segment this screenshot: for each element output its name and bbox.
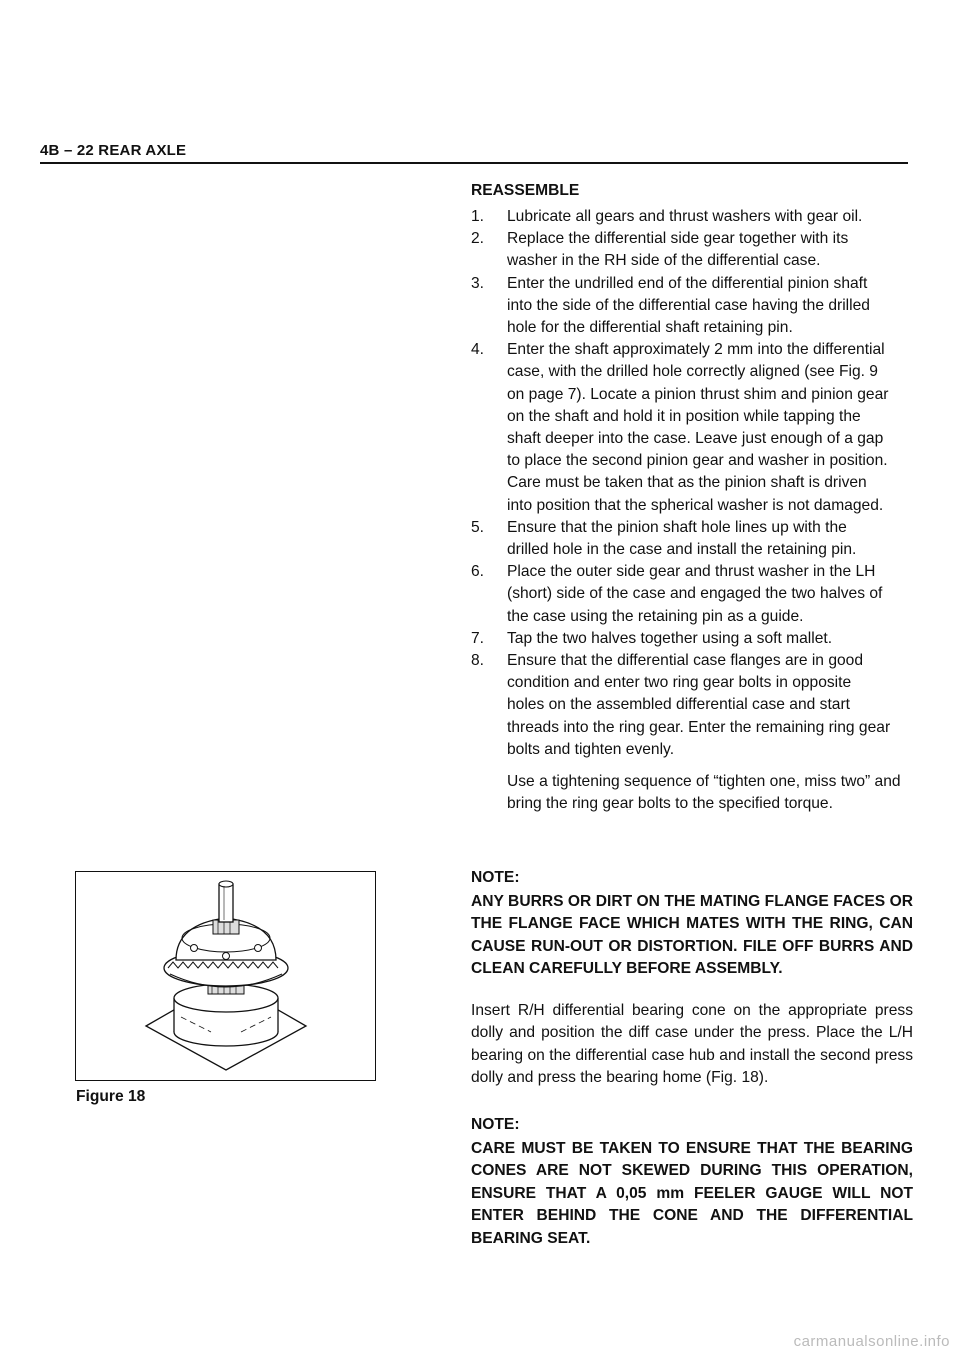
step-text-line: on the shaft and hold it in position while tapping the — [507, 407, 861, 425]
reassemble-step — [470, 273, 918, 340]
step-text-line: Tap the two halves together using a soft mallet. — [507, 629, 833, 647]
step-text-line: to place the second pinion gear and washer in position. — [507, 452, 888, 470]
step-number: 3. — [471, 274, 485, 292]
step-text-line: into the side of the differential case having the drilled — [507, 296, 870, 314]
step-number: 6. — [471, 563, 485, 581]
step-text-line: Replace the differential side gear together with its — [507, 230, 849, 248]
tightening-sequence-paragraph — [507, 771, 922, 815]
reassemble-step — [470, 650, 918, 761]
figure-18-frame — [75, 871, 376, 1081]
note-burrs-text: ANY BURRS OR DIRT ON THE MATING FLANGE FACES OR THE FLANGE FACE WHICH MATES WITH THE RING, CAN CAUSE RUN-OUT OR DISTORTION. FILE OFF BURRS AND CLEAN CAREFULLY BEFORE ASSEMBLY. — [471, 893, 913, 978]
step-text-line: holes on the assembled differential case and start — [507, 696, 850, 714]
note-bearing-text: CARE MUST BE TAKEN TO ENSURE THAT THE BEARING CONES ARE NOT SKEWED DURING THIS OPERATION, ENSURE THAT A 0,05 mm FEELER GAUGE WILL NOT ENTER BEHIND THE CONE AND THE DIFFERENTIAL BEARING SEAT. — [471, 1140, 913, 1247]
step-number: 7. — [471, 629, 485, 647]
reassemble-step — [470, 206, 918, 228]
step-text-line: Lubricate all gears and thrust washers with gear oil. — [507, 208, 863, 225]
section-title-reassemble: REASSEMBLE — [471, 182, 580, 199]
step-text-line: Enter the shaft approximately 2 mm into the differential — [507, 341, 885, 359]
reassemble-step — [470, 628, 918, 650]
step-text-line: bolts and tighten evenly. — [507, 740, 675, 758]
step-text-line: case, with the drilled hole correctly aligned (see Fig. 9 — [507, 363, 878, 381]
step-text-line: on page 7). Locate a pinion thrust shim and pinion gear — [507, 385, 889, 403]
step-text-line: (short) side of the case and engaged the two halves of — [507, 585, 883, 603]
step-number: 8. — [471, 652, 485, 670]
step-text-line: Ensure that the differential case flanges are in good — [507, 652, 864, 670]
tightening-sequence-line: bring the ring gear bolts to the specified torque. — [507, 795, 833, 813]
step-text-line: shaft deeper into the case. Leave just enough of a gap — [507, 430, 884, 448]
reassemble-step — [470, 517, 918, 561]
page-header — [40, 142, 908, 164]
step-text-line: Ensure that the pinion shaft hole lines up with the — [507, 518, 847, 536]
step-text-line: into position that the spherical washer is not damaged. — [507, 496, 884, 514]
note-label: NOTE: — [471, 1116, 520, 1133]
step-text-line: Place the outer side gear and thrust washer in the LH — [507, 563, 876, 581]
page-header-title: 4B – 22 REAR AXLE — [40, 142, 187, 159]
reassemble-steps — [470, 206, 918, 761]
step-text-line: washer in the RH side of the differential case. — [507, 252, 821, 270]
step-text-line: threads into the ring gear. Enter the remaining ring gear — [507, 718, 891, 736]
step-number: 2. — [471, 230, 485, 248]
reassemble-step — [470, 561, 918, 628]
step-text-line: drilled hole in the case and install the retaining pin. — [507, 541, 857, 559]
step-number: 4. — [471, 341, 485, 359]
watermark: carmanualsonline.info — [793, 1333, 950, 1350]
reassemble-step — [470, 228, 918, 272]
note-label: NOTE: — [471, 869, 520, 886]
step-text-line: condition and enter two ring gear bolts in opposite — [507, 674, 852, 692]
differential-press-illustration-icon — [76, 872, 374, 1079]
step-text-line: the case using the retaining pin as a guide. — [507, 607, 804, 625]
figure-caption: Figure 18 — [76, 1088, 146, 1105]
step-number: 5. — [471, 518, 485, 536]
step-text-line: Enter the undrilled end of the differential pinion shaft — [507, 274, 868, 292]
reassemble-step — [470, 339, 918, 517]
bearing-instruction-paragraph: Insert R/H differential bearing cone on the appropriate press dolly and position the diff case under the press. Place the L/H bearing on the differential case hub and install the second press dolly and press the bearing home (Fig. 18). — [471, 1002, 913, 1087]
step-number: 1. — [471, 208, 485, 225]
step-text-line: hole for the differential shaft retaining pin. — [507, 319, 793, 337]
tightening-sequence-line: Use a tightening sequence of “tighten one, miss two” and — [507, 773, 901, 790]
step-text-line: Care must be taken that as the pinion shaft is driven — [507, 474, 867, 492]
